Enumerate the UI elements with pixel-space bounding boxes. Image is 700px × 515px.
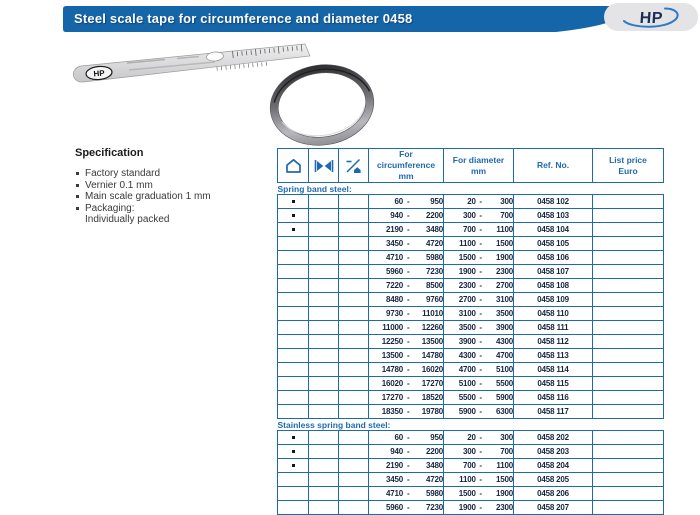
circ-range-cell: 17270 - 18520	[369, 391, 444, 405]
list-price	[593, 307, 664, 321]
ref-no: 0458 102	[514, 195, 593, 209]
vernier-mark-cell	[309, 473, 339, 487]
bullet-marker	[292, 228, 295, 231]
vernier-mark-cell	[309, 335, 339, 349]
house-mark-cell	[278, 431, 309, 445]
house-mark-cell	[278, 251, 309, 265]
ref-no: 0458 207	[514, 501, 593, 515]
list-price	[593, 445, 664, 459]
ref-no: 0458 111	[514, 321, 593, 335]
catalog-table	[277, 148, 664, 515]
tape-coil	[265, 58, 379, 152]
list-price	[593, 391, 664, 405]
circ-range-cell: 16020 - 17270	[369, 377, 444, 391]
circ-range-cell: 7220 - 8500	[369, 279, 444, 293]
table-row	[278, 349, 664, 363]
table-row	[278, 459, 664, 473]
dia-range-cell: 1100 - 1500	[444, 473, 514, 487]
vernier-mark-cell	[309, 501, 339, 515]
bullet-icon	[76, 195, 79, 198]
ref-no: 0458 108	[514, 279, 593, 293]
dia-range-cell: 700 - 1100	[444, 459, 514, 473]
ratio-mark-cell	[339, 195, 369, 209]
specification-heading: Specification	[75, 147, 270, 159]
vernier-mark-cell	[309, 349, 339, 363]
house-mark-cell	[278, 501, 309, 515]
bullet-marker	[292, 200, 295, 203]
table-row	[278, 195, 664, 209]
ref-no: 0458 105	[514, 237, 593, 251]
ratio-mark-cell	[339, 363, 369, 377]
circ-range-cell: 12250 - 13500	[369, 335, 444, 349]
house-mark-cell	[278, 321, 309, 335]
dia-range-cell: 300 - 700	[444, 445, 514, 459]
list-price	[593, 349, 664, 363]
ref-no: 0458 203	[514, 445, 593, 459]
house-mark-cell	[278, 195, 309, 209]
circ-range-cell: 2190 - 3480	[369, 459, 444, 473]
table-row	[278, 431, 664, 445]
dia-range-cell: 3100 - 3500	[444, 307, 514, 321]
spec-item-text: Factory standard	[85, 168, 160, 180]
dia-range-cell: 1500 - 1900	[444, 251, 514, 265]
vernier-mark-cell	[309, 363, 339, 377]
catalog-table-header	[278, 149, 664, 183]
table-row	[278, 251, 664, 265]
vernier-mark-cell	[309, 237, 339, 251]
product-photo	[65, 36, 385, 152]
dia-range-cell: 3500 - 3900	[444, 321, 514, 335]
ratio-mark-cell	[339, 377, 369, 391]
dia-range-cell: 300 - 700	[444, 209, 514, 223]
house-mark-cell	[278, 391, 309, 405]
vernier-mark-cell	[309, 307, 339, 321]
ref-no: 0458 104	[514, 223, 593, 237]
circ-range-cell: 5960 - 7230	[369, 501, 444, 515]
dia-range-cell: 20 - 300	[444, 431, 514, 445]
list-price	[593, 279, 664, 293]
house-mark-cell	[278, 209, 309, 223]
dia-range-cell: 4700 - 5100	[444, 363, 514, 377]
circ-range-cell: 940 - 2200	[369, 209, 444, 223]
ratio-mark-cell	[339, 349, 369, 363]
house-mark-cell	[278, 445, 309, 459]
circ-range-cell: 3450 - 4720	[369, 473, 444, 487]
vernier-mark-cell	[309, 459, 339, 473]
bullet-icon	[76, 184, 79, 187]
list-price	[593, 335, 664, 349]
vernier-mark-cell	[309, 487, 339, 501]
ref-no: 0458 202	[514, 431, 593, 445]
list-price	[593, 487, 664, 501]
spec-item-text: Individually packed	[85, 214, 170, 226]
circ-range-cell: 18350 - 19780	[369, 405, 444, 419]
dia-range-cell: 1900 - 2300	[444, 265, 514, 279]
dia-range-cell: 1500 - 1900	[444, 487, 514, 501]
section-header-row	[278, 183, 664, 195]
house-mark-cell	[278, 307, 309, 321]
circ-range-cell: 14780 - 16020	[369, 363, 444, 377]
house-mark-cell	[278, 293, 309, 307]
circ-range-cell: 4710 - 5980	[369, 251, 444, 265]
table-row	[278, 363, 664, 377]
ratio-mark-cell	[339, 251, 369, 265]
circ-range-cell: 3450 - 4720	[369, 237, 444, 251]
section-label: Stainless spring band steel:	[278, 419, 664, 431]
spec-item-text: Vernier 0.1 mm	[85, 180, 153, 192]
ref-no: 0458 114	[514, 363, 593, 377]
table-row	[278, 279, 664, 293]
column-header-list-price: List price Euro	[593, 149, 664, 183]
dia-range-cell: 2300 - 2700	[444, 279, 514, 293]
spec-item-text: Packaging:	[85, 203, 134, 215]
house-mark-cell	[278, 279, 309, 293]
house-mark-cell	[278, 237, 309, 251]
circ-range-cell: 940 - 2200	[369, 445, 444, 459]
table-row	[278, 209, 664, 223]
spec-item	[75, 168, 270, 180]
house-mark-cell	[278, 487, 309, 501]
list-price	[593, 237, 664, 251]
vernier-mark-cell	[309, 445, 339, 459]
circ-range-cell: 60 - 950	[369, 431, 444, 445]
ratio-mark-cell	[339, 265, 369, 279]
house-mark-cell	[278, 405, 309, 419]
column-header-diameter: For diameter mm	[444, 149, 514, 183]
table-row	[278, 335, 664, 349]
table-row	[278, 265, 664, 279]
ref-no: 0458 113	[514, 349, 593, 363]
ratio-mark-cell	[339, 237, 369, 251]
list-price	[593, 501, 664, 515]
table-row	[278, 321, 664, 335]
dia-range-cell: 2700 - 3100	[444, 293, 514, 307]
list-price	[593, 473, 664, 487]
list-price	[593, 251, 664, 265]
specification-section	[75, 147, 270, 226]
vernier-mark-cell	[309, 321, 339, 335]
section-header-row	[278, 419, 664, 431]
house-mark-cell	[278, 349, 309, 363]
house-mark-cell	[278, 459, 309, 473]
vernier-mark-cell	[309, 431, 339, 445]
ratio-mark-cell	[339, 223, 369, 237]
list-price	[593, 363, 664, 377]
ratio-mark-cell	[339, 209, 369, 223]
vernier-mark-cell	[309, 209, 339, 223]
tape-logo: HP	[93, 68, 106, 78]
ratio-mark-cell	[339, 335, 369, 349]
ref-no: 0458 110	[514, 307, 593, 321]
list-price	[593, 265, 664, 279]
spec-item-text: Main scale graduation 1 mm	[85, 191, 211, 203]
dia-range-cell: 20 - 300	[444, 195, 514, 209]
dia-range-cell: 1900 - 2300	[444, 501, 514, 515]
bullet-marker	[292, 436, 295, 439]
ratio-mark-cell	[339, 307, 369, 321]
vernier-mark-cell	[309, 195, 339, 209]
circ-range-cell: 8480 - 9760	[369, 293, 444, 307]
page-title: Steel scale tape for circumference and diameter 0458	[74, 11, 412, 26]
column-header-ref-no: Ref. No.	[514, 149, 593, 183]
house-mark-cell	[278, 377, 309, 391]
vernier-icon	[309, 149, 339, 183]
ratio-mark-cell	[339, 501, 369, 515]
table-row	[278, 391, 664, 405]
circ-range-cell: 13500 - 14780	[369, 349, 444, 363]
house-mark-cell	[278, 473, 309, 487]
table-row	[278, 223, 664, 237]
table-row	[278, 237, 664, 251]
circ-range-cell: 11000 - 12260	[369, 321, 444, 335]
catalog-table-body	[278, 183, 664, 515]
house-mark-cell	[278, 223, 309, 237]
dia-range-cell: 5900 - 6300	[444, 405, 514, 419]
list-price	[593, 195, 664, 209]
dia-range-cell: 4300 - 4700	[444, 349, 514, 363]
bullet-marker	[292, 214, 295, 217]
table-row	[278, 445, 664, 459]
bullet-icon	[76, 207, 79, 210]
table-row	[278, 501, 664, 515]
bullet-icon	[76, 172, 79, 175]
dia-range-cell: 1100 - 1500	[444, 237, 514, 251]
ref-no: 0458 106	[514, 251, 593, 265]
ref-no: 0458 117	[514, 405, 593, 419]
list-price	[593, 405, 664, 419]
ref-no: 0458 103	[514, 209, 593, 223]
vernier-mark-cell	[309, 377, 339, 391]
table-row	[278, 293, 664, 307]
list-price	[593, 377, 664, 391]
vernier-mark-cell	[309, 391, 339, 405]
ratio-mark-cell	[339, 293, 369, 307]
bullet-marker	[292, 464, 295, 467]
vernier-mark-cell	[309, 405, 339, 419]
list-price	[593, 431, 664, 445]
dia-range-cell: 5500 - 5900	[444, 391, 514, 405]
ref-no: 0458 107	[514, 265, 593, 279]
table-row	[278, 405, 664, 419]
ref-no: 0458 109	[514, 293, 593, 307]
house-mark-cell	[278, 335, 309, 349]
dia-range-cell: 3900 - 4300	[444, 335, 514, 349]
dia-range-cell: 700 - 1100	[444, 223, 514, 237]
ratio-mark-cell	[339, 445, 369, 459]
circ-range-cell: 2190 - 3480	[369, 223, 444, 237]
circ-range-cell: 5960 - 7230	[369, 265, 444, 279]
table-row	[278, 307, 664, 321]
hp-logo: HP	[639, 10, 663, 27]
ratio-icon	[339, 149, 369, 183]
vernier-mark-cell	[309, 223, 339, 237]
list-price	[593, 321, 664, 335]
ref-no: 0458 115	[514, 377, 593, 391]
circ-range-cell: 9730 - 11010	[369, 307, 444, 321]
spec-item	[75, 191, 270, 203]
list-price	[593, 459, 664, 473]
spec-item	[75, 180, 270, 192]
ratio-mark-cell	[339, 473, 369, 487]
dia-range-cell: 5100 - 5500	[444, 377, 514, 391]
house-mark-cell	[278, 265, 309, 279]
ratio-mark-cell	[339, 487, 369, 501]
ratio-mark-cell	[339, 405, 369, 419]
vernier-mark-cell	[309, 251, 339, 265]
ratio-mark-cell	[339, 391, 369, 405]
vernier-mark-cell	[309, 265, 339, 279]
ratio-mark-cell	[339, 459, 369, 473]
table-row	[278, 487, 664, 501]
table-row	[278, 473, 664, 487]
table-row	[278, 377, 664, 391]
list-price	[593, 223, 664, 237]
section-label: Spring band steel:	[278, 183, 664, 195]
spec-item	[75, 203, 270, 215]
ratio-mark-cell	[339, 279, 369, 293]
list-price	[593, 293, 664, 307]
vernier-mark-cell	[309, 279, 339, 293]
vernier-mark-cell	[309, 293, 339, 307]
house-mark-cell	[278, 363, 309, 377]
spec-item	[75, 214, 270, 226]
specification-list	[75, 168, 270, 226]
list-price	[593, 209, 664, 223]
ref-no: 0458 112	[514, 335, 593, 349]
ratio-mark-cell	[339, 321, 369, 335]
bullet-marker	[292, 450, 295, 453]
tape-handle	[73, 44, 310, 82]
column-header-circumference: For circumference mm	[369, 149, 444, 183]
ref-no: 0458 116	[514, 391, 593, 405]
house-icon	[278, 149, 309, 183]
circ-range-cell: 4710 - 5980	[369, 487, 444, 501]
circ-range-cell: 60 - 950	[369, 195, 444, 209]
ref-no: 0458 206	[514, 487, 593, 501]
ratio-mark-cell	[339, 431, 369, 445]
ref-no: 0458 205	[514, 473, 593, 487]
ref-no: 0458 204	[514, 459, 593, 473]
